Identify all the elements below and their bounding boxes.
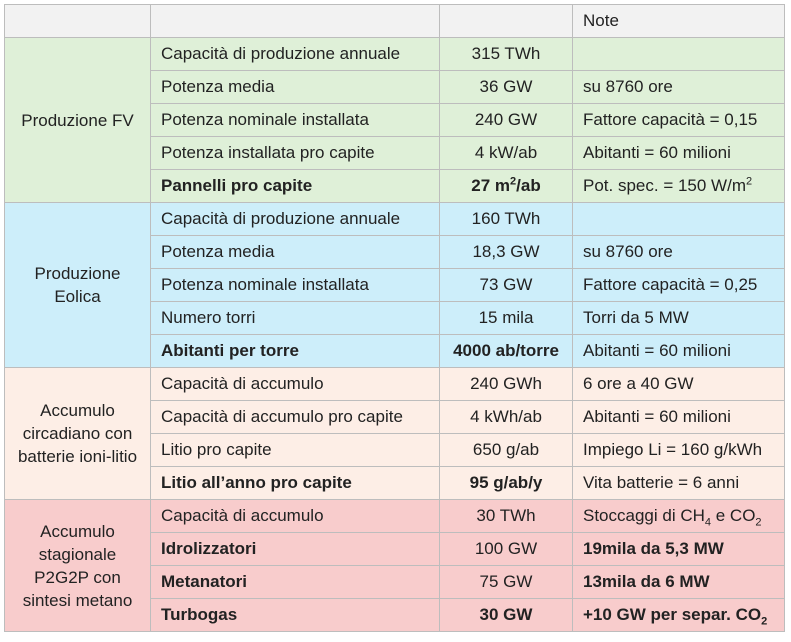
- row-item: Potenza media: [151, 236, 440, 269]
- note-sub: 4: [704, 516, 712, 529]
- row-item: Idrolizzatori: [151, 533, 440, 566]
- table-row: [5, 368, 785, 401]
- row-item: Potenza media: [151, 71, 440, 104]
- header-row: [5, 5, 785, 38]
- row-note: Fattore capacità = 0,15: [573, 104, 785, 137]
- row-value: 240 GW: [440, 104, 573, 137]
- row-item: Capacità di produzione annuale: [151, 38, 440, 71]
- row-value: 160 TWh: [440, 203, 573, 236]
- row-note: Fattore capacità = 0,25: [573, 269, 785, 302]
- row-value: 4 kWh/ab: [440, 401, 573, 434]
- row-value: 36 GW: [440, 71, 573, 104]
- row-note: 6 ore a 40 GW: [573, 368, 785, 401]
- row-note: 13mila da 6 MW: [573, 566, 785, 599]
- row-note: Torri da 5 MW: [573, 302, 785, 335]
- section-label-fv: Produzione FV: [5, 38, 151, 203]
- row-value: 95 g/ab/y: [440, 467, 573, 500]
- value-end: /ab: [516, 176, 541, 195]
- header-cell: [5, 5, 151, 38]
- row-value: 18,3 GW: [440, 236, 573, 269]
- row-value: 75 GW: [440, 566, 573, 599]
- row-value: [440, 170, 573, 203]
- row-item: Potenza nominale installata: [151, 269, 440, 302]
- section-label-eolica: Produzione Eolica: [5, 203, 151, 368]
- row-note: su 8760 ore: [573, 71, 785, 104]
- row-value: 30 GW: [440, 599, 573, 632]
- note-sup: 2: [746, 175, 753, 188]
- row-item: Abitanti per torre: [151, 335, 440, 368]
- row-note: Abitanti = 60 milioni: [573, 401, 785, 434]
- note-a: Stoccaggi di CH: [583, 506, 705, 525]
- row-note: Abitanti = 60 milioni: [573, 335, 785, 368]
- row-value: 650 g/ab: [440, 434, 573, 467]
- row-item: Metanatori: [151, 566, 440, 599]
- row-note: Abitanti = 60 milioni: [573, 137, 785, 170]
- row-item: Pannelli pro capite: [151, 170, 440, 203]
- row-value: 73 GW: [440, 269, 573, 302]
- row-item: Potenza nominale installata: [151, 104, 440, 137]
- header-cell: [440, 5, 573, 38]
- row-item: Potenza installata pro capite: [151, 137, 440, 170]
- value-main: 27 m: [471, 176, 511, 195]
- row-value: 100 GW: [440, 533, 573, 566]
- row-note: [573, 38, 785, 71]
- row-item: Numero torri: [151, 302, 440, 335]
- row-item: Litio all’anno pro capite: [151, 467, 440, 500]
- section-label-circadiano: Accumulo circadiano con batterie ioni-litio: [5, 368, 151, 500]
- row-value: 240 GWh: [440, 368, 573, 401]
- row-note: Impiego Li = 160 g/kWh: [573, 434, 785, 467]
- row-item: Turbogas: [151, 599, 440, 632]
- row-item: Capacità di accumulo: [151, 368, 440, 401]
- row-value: 315 TWh: [440, 38, 573, 71]
- table-row: [5, 38, 785, 71]
- row-value: 30 TWh: [440, 500, 573, 533]
- table-row: [5, 500, 785, 533]
- row-note: Vita batterie = 6 anni: [573, 467, 785, 500]
- row-value: 4000 ab/torre: [440, 335, 573, 368]
- header-note: Note: [573, 5, 785, 38]
- note-sub: 2: [761, 615, 768, 628]
- row-item: Capacità di accumulo pro capite: [151, 401, 440, 434]
- table-row: [5, 203, 785, 236]
- row-item: Capacità di produzione annuale: [151, 203, 440, 236]
- row-note: [573, 599, 785, 632]
- note-main: Pot. spec. = 150 W/m: [583, 176, 746, 195]
- row-note: [573, 500, 785, 533]
- note-b: e CO: [711, 506, 756, 525]
- section-label-stagionale: Accumulo stagionale P2G2P con sintesi metano: [5, 500, 151, 632]
- row-item: Capacità di accumulo: [151, 500, 440, 533]
- value-sup: 2: [510, 175, 517, 188]
- header-cell: [151, 5, 440, 38]
- row-note: [573, 170, 785, 203]
- row-note: [573, 203, 785, 236]
- table-container: [4, 4, 785, 632]
- row-note: 19mila da 5,3 MW: [573, 533, 785, 566]
- row-value: 4 kW/ab: [440, 137, 573, 170]
- note-main: +10 GW per separ. CO: [583, 605, 762, 624]
- row-note: su 8760 ore: [573, 236, 785, 269]
- row-item: Litio pro capite: [151, 434, 440, 467]
- note-sub: 2: [755, 516, 762, 529]
- row-value: 15 mila: [440, 302, 573, 335]
- energy-table: [4, 4, 785, 632]
